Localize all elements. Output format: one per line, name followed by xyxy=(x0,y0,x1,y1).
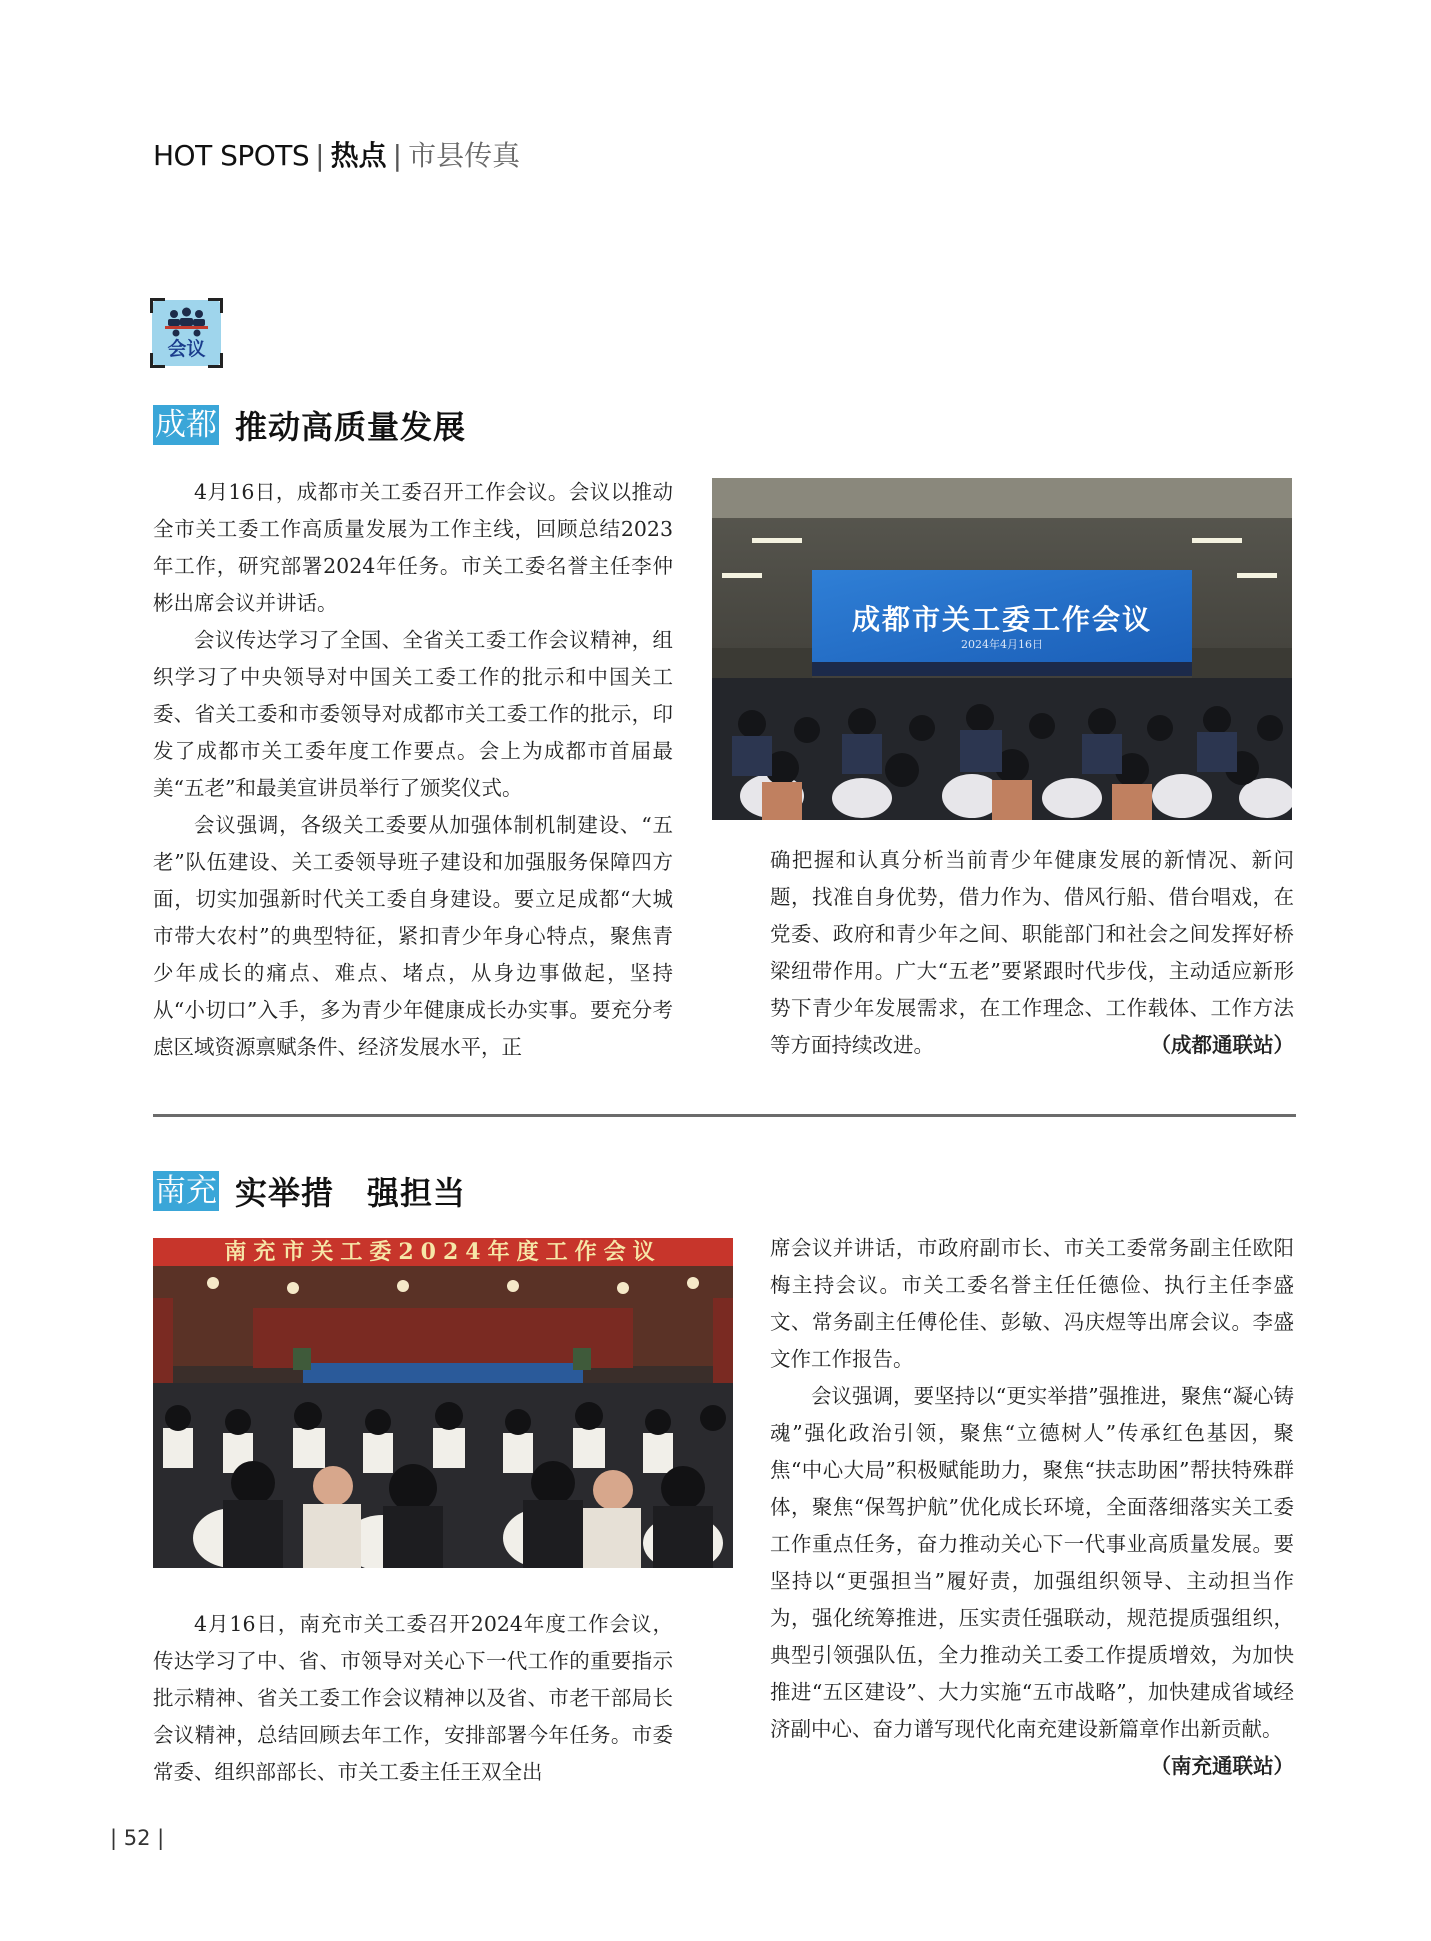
header-separator-2: | xyxy=(392,139,403,172)
article1-paragraph: 会议传达学习了全国、全省关工委工作会议精神，组织学习了中央领导对中国关工委工作的批示和中国关工委、省关工委和市委领导对成都市关工委工作的批示，印发了成都市关工委年度工作要点。会上为成都市首届最美“五老”和最美宣讲员举行了颁奖仪式。 xyxy=(153,628,673,800)
chengdu-meeting-photo xyxy=(712,478,1292,820)
header-section: 市县传真 xyxy=(408,139,521,172)
nanchong-credit: （南充通联站） xyxy=(1150,1754,1294,1778)
nanchong-meeting-photo xyxy=(153,1238,733,1568)
article2-continued-text: 席会议并讲话，市政府副市长、市关工委常务副主任欧阳梅主持会议。市关工委名誉主任任德俭、执行主任李盛文、常务副主任傅伦佳、彭敏、冯庆煜等出席会议。李盛文作工作报告。 xyxy=(770,1236,1294,1371)
chengdu-credit: （成都通联站） xyxy=(1150,1033,1294,1057)
city-tag-nanchong: 南充 xyxy=(155,1173,217,1209)
running-header xyxy=(153,140,520,172)
header-separator: | xyxy=(315,139,325,172)
article1-right-column xyxy=(770,842,1294,1064)
article1-continued-text: 确把握和认真分析当前青少年健康发展的新情况、新问题，找准自身优势，借力作为、借风行船、借台唱戏，在党委、政府和青少年之间、职能部门和社会之间发挥好桥梁纽带作用。广大“五老”要紧跟时代步伐，主动适应新形势下青少年发展需求，在工作理念、工作载体、工作方法等方面持续改进。 xyxy=(770,848,1294,1057)
nanchong-banner-text: 南充市关工委2024年度工作会议 xyxy=(224,1239,662,1265)
chengdu-banner-date: 2024年4月16日 xyxy=(961,638,1043,651)
header-hot-spots: HOT SPOTS xyxy=(153,139,310,172)
article1-paragraph: 4月16日，成都市关工委召开工作会议。会议以推动全市关工委工作高质量发展为工作主线，回顾总结2023年工作，研究部署2024年任务。市关工委名誉主任李仲彬出席会议并讲话。 xyxy=(153,480,673,615)
article2-paragraph: 会议强调，要坚持以“更实举措”强推进，聚焦“凝心铸魂”强化政治引领，聚焦“立德树人”传承红色基因，聚焦“中心大局”积极赋能助力，聚焦“扶志助困”帮扶特殊群体，聚焦“保驾护航”优化成长环境，全面落细落实关工委工作重点任务，奋力推动关心下一代事业高质量发展。要坚持以“更强担当”履好责，加强组织领导、主动担当作为，强化统筹推进，压实责任强联动，规范提质强组织，典型引领强队伍，全力推动关工委工作提质增效，为加快推进“五区建设”、大力实施“五市战略”，加快建成省域经济副中心、奋力谱写现代化南充建设新篇章作出新贡献。 xyxy=(770,1384,1294,1741)
article1-title xyxy=(153,402,466,448)
header-hot: 热点 xyxy=(330,139,387,172)
article2-right-column xyxy=(770,1230,1294,1785)
article2-title xyxy=(153,1168,466,1214)
article2-paragraph: 4月16日，南充市关工委召开2024年度工作会议，传达学习了中、省、市领导对关心下一代工作的重要指示批示精神、省关工委工作会议精神以及省、市老干部局长会议精神，总结回顾去年工作，安排部署今年任务。市委常委、组织部部长、市关工委主任王双全出 xyxy=(153,1612,673,1784)
meeting-icon xyxy=(152,300,221,366)
city-tag-chengdu: 成都 xyxy=(155,407,217,443)
article2-left-column xyxy=(153,1606,673,1791)
article1-headline: 推动高质量发展 xyxy=(235,408,467,446)
section-divider xyxy=(153,1114,1296,1117)
meeting-icon-label: 会议 xyxy=(167,338,206,360)
article1-left-column xyxy=(153,474,673,1066)
article1-paragraph: 会议强调，各级关工委要从加强体制机制建设、“五老”队伍建设、关工委领导班子建设和加强服务保障四方面，切实加强新时代关工委自身建设。要立足成都“大城市带大农村”的典型特征，紧扣青少年身心特点，聚焦青少年成长的痛点、难点、堵点，从身边事做起，坚持从“小切口”入手，多为青少年健康成长办实事。要充分考虑区域资源禀赋条件、经济发展水平，正 xyxy=(153,813,673,1059)
article2-headline: 实举措 强担当 xyxy=(235,1174,467,1212)
page-number: | 52 | xyxy=(110,1826,165,1850)
chengdu-banner-text: 成都市关工委工作会议 xyxy=(851,603,1152,636)
